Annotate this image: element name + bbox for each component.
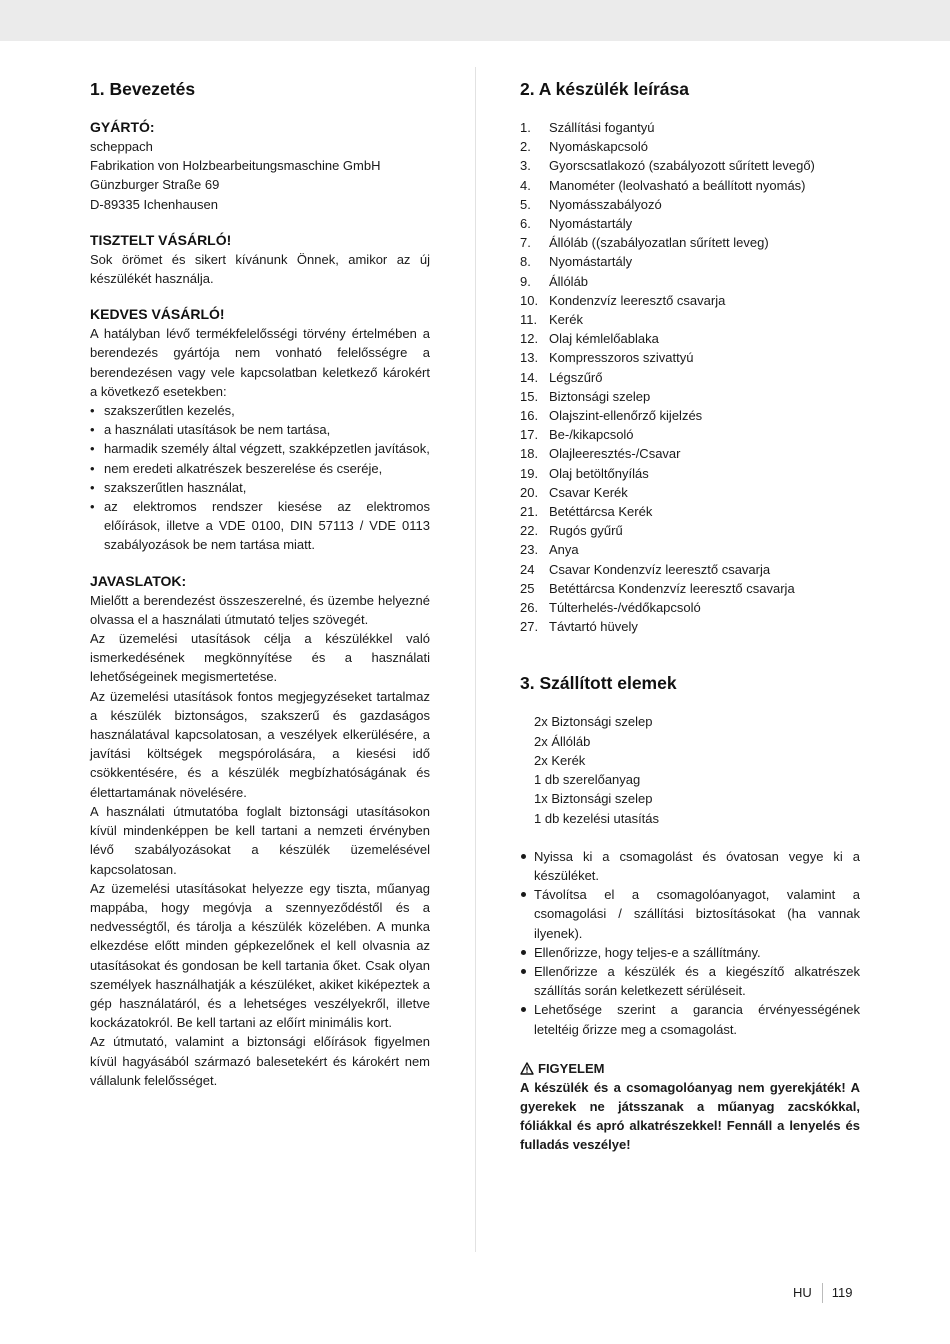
part-label: Állóláb [549, 273, 589, 289]
list-item [520, 521, 860, 540]
part-number: 8. [520, 254, 531, 270]
part-number: 27. [520, 619, 539, 635]
dear-customer-1-text: Sok örömet és sikert kívánunk Önnek, amikor az új készülékét használja. [90, 251, 430, 287]
supplied-heading: 3. Szállított elemek [520, 673, 677, 694]
part-label: Kondenzvíz leeresztő csavarja [549, 292, 726, 308]
recommendation-paragraph: Az üzemelési utasítások célja a készülékkel való ismerkedésének megkönnyítése és a használati lehetőségeinek megismertetése. [90, 631, 430, 685]
unpacking-steps-list [520, 847, 860, 1039]
list-item: 1 db szerelőanyag [534, 772, 641, 788]
part-number: 14. [520, 369, 539, 385]
part-number: 17. [520, 427, 539, 443]
list-item: 2x Kerék [534, 752, 586, 768]
recommendation-paragraph: Az útmutató, valamint a biztonsági előírások figyelmen kívül hagyásából származó balesetekért és károkért nem vállalunk felelősséget. [90, 1034, 430, 1088]
manufacturer-label: GYÁRTÓ: [90, 119, 155, 135]
list-item: Lehetősége szerint a garancia érvényességének leteltéig őrizze meg a csomagolást. [520, 1000, 860, 1038]
liability-cases-list [90, 401, 430, 555]
list-item [520, 483, 860, 502]
list-item [520, 387, 860, 406]
warning-label: FIGYELEM [538, 1060, 605, 1076]
list-item [520, 118, 860, 137]
list-item: • a használati utasítások be nem tartása, [90, 420, 430, 439]
warning-heading [520, 1059, 860, 1078]
manufacturer-address [90, 137, 430, 214]
part-label: Állóláb ((szabályozatlan sűrített leveg) [549, 235, 769, 251]
part-number: 3. [520, 158, 531, 174]
part-number: 1. [520, 120, 531, 135]
list-item [520, 444, 860, 463]
part-label: Olajleeresztés-/Csavar [549, 446, 681, 462]
list-item: Távolítsa el a csomagolóanyagot, valamint a csomagolási / szállítási biztosításokat (ha vannak ilyenek). [520, 885, 860, 943]
page-number: 119 [831, 1285, 853, 1300]
intro-section [90, 78, 430, 1090]
part-label: Anya [549, 542, 579, 558]
part-number: 5. [520, 196, 531, 212]
list-item: • szakszerűtlen használat, [90, 478, 430, 497]
list-item: • az elektromos rendszer kiesése az elektromos előírások, illetve a VDE 0100, DIN 57113 / VDE 0113 szabályozások be nem tartása miatt. [90, 497, 430, 555]
column-divider [475, 67, 476, 1252]
part-number: 6. [520, 216, 531, 232]
part-label: Kerék [549, 312, 583, 328]
list-item [520, 598, 860, 617]
list-item [520, 310, 860, 329]
part-label: Csavar Kondenzvíz leeresztő csavarja [549, 561, 771, 577]
recommendations-label: JAVASLATOK: [90, 572, 187, 589]
list-item: • szakszerűtlen kezelés, [90, 401, 430, 420]
part-label: Nyomástartály [549, 254, 633, 270]
part-number: 2. [520, 139, 531, 155]
part-number: 12. [520, 331, 539, 347]
part-number: 18. [520, 446, 539, 462]
description-heading: 2. A készülék leírása [520, 79, 689, 99]
part-label: Olajszint-ellenőrző kijelzés [549, 408, 703, 424]
part-number: 7. [520, 235, 531, 251]
part-number: 19. [520, 465, 539, 481]
warning-triangle-icon [520, 1062, 534, 1075]
footer-separator [822, 1283, 823, 1303]
part-label: Rugós gyűrű [549, 523, 623, 539]
list-item: Ellenőrizze a készülék és a kiegészítő alkatrészek szállítás során keletkezett sérüléseit. [520, 962, 860, 1000]
intro-heading: 1. Bevezetés [90, 79, 196, 99]
list-item: • nem eredeti alkatrészek beszerelése és cseréje, [90, 459, 430, 478]
part-label: Gyorscsatlakozó (szabályozott sűrített levegő) [549, 158, 815, 174]
part-label: Nyomásszabályozó [549, 196, 662, 212]
list-item [520, 176, 860, 195]
manufacturer-line: D-89335 Ichenhausen [90, 196, 218, 212]
list-item [520, 464, 860, 483]
part-number: 25 [520, 580, 535, 596]
language-code: HU [793, 1285, 812, 1300]
top-bar [0, 0, 950, 41]
part-number: 20. [520, 484, 539, 500]
manufacturer-line: scheppach [90, 139, 153, 154]
list-item [520, 348, 860, 367]
part-number: 22. [520, 523, 539, 539]
part-label: Betéttárcsa Kondenzvíz leeresztő csavarja [549, 580, 795, 596]
list-item [520, 272, 860, 291]
part-number: 4. [520, 177, 531, 193]
part-label: Túlterhelés-/védőkapcsoló [549, 600, 701, 616]
list-item: Ellenőrizze, hogy teljes-e a szállítmány. [520, 943, 860, 962]
list-item [520, 560, 860, 579]
part-number: 24 [520, 561, 535, 577]
part-label: Olaj betöltőnyílás [549, 465, 649, 481]
list-item [520, 540, 860, 559]
description-section [520, 78, 860, 1155]
list-item [520, 425, 860, 444]
warning-text: A készülék és a csomagolóanyag nem gyerekjáték! A gyerekek ne játsszanak a műanyag zacskókkal, fóliákkal és apró alkatrészekkel! Fennáll a lenyelés és fulladás veszélye! [520, 1079, 860, 1153]
part-number: 23. [520, 542, 539, 558]
list-item [520, 329, 860, 348]
part-number: 26. [520, 600, 539, 616]
list-item [520, 291, 860, 310]
part-number: 9. [520, 273, 531, 289]
part-label: Be-/kikapcsoló [549, 427, 634, 443]
recommendation-paragraph: A használati útmutatóba foglalt biztonsági utasításokon kívül mindenképpen be kell tartani a nemzeti érvényben lévő szabályozásokat a készülék üzemelésével kapcsolatosan. [90, 803, 430, 877]
part-number: 11. [520, 312, 538, 328]
recommendation-paragraph: Mielőtt a berendezést összeszerelné, és üzembe helyezné olvassa el a használati útmutató teljes szövegét. [90, 592, 430, 627]
liability-intro-text: A hatályban lévő termékfelelősségi törvény értelmében a berendezés gyártója nem vonható felelősségre a berendezésen vagy vele kapcsolatban keletkező károkért a következő esetekben: [90, 326, 430, 399]
list-item [520, 214, 860, 233]
part-number: 21. [520, 504, 539, 520]
part-number: 15. [520, 388, 539, 404]
part-label: Manométer (leolvasható a beállított nyomás) [549, 177, 806, 193]
recommendation-paragraph: Az üzemelési utasítások fontos megjegyzéseket tartalmaz a készülék biztonságos, szakszerű és gazdaságos használatával kapcsolatosan, a veszélyek elkerülésére, a javítási költségek megspórolására, a kiesési idő csökkentésére, és a készülék megbízhatóságának és élettartamának növelésére. [90, 688, 430, 800]
part-label: Betéttárcsa Kerék [549, 504, 653, 520]
part-label: Légszűrő [549, 369, 603, 385]
list-item: 1x Biztonsági szelep [534, 791, 653, 807]
list-item: 2x Biztonsági szelep [534, 714, 653, 730]
list-item [520, 252, 860, 271]
part-label: Szállítási fogantyú [549, 120, 655, 135]
supplied-items-list [520, 712, 860, 827]
part-label: Olaj kémlelőablaka [549, 331, 659, 347]
list-item: 2x Állóláb [534, 733, 591, 749]
part-number: 13. [520, 350, 539, 366]
part-number: 10. [520, 292, 539, 308]
part-number: 16. [520, 408, 539, 424]
part-label: Nyomástartály [549, 216, 633, 232]
list-item [520, 137, 860, 156]
list-item [520, 233, 860, 252]
dear-customer-2-label: KEDVES VÁSÁRLÓ! [90, 306, 225, 323]
recommendation-paragraph: Az üzemelési utasításokat helyezze egy tiszta, műanyag mappába, hogy megóvja a szennyeződéstől és a nedvességtől, és tárolja a készülék közelében. A munka elkezdése előtt minden gépkezelőnek el kell olvasnia az utasításokat és gondosan be kell tartania őket. Csak olyan személyek használhatják a készüléket, akiket kiképeztek a gép használatáról, és a lehetséges veszélyekről, illetve kockázatokról. Be kell tartani az előírt minimális kort. [90, 880, 430, 1031]
dear-customer-1-label: TISZTELT VÁSÁRLÓ! [90, 231, 232, 248]
list-item: Nyissa ki a csomagolást és óvatosan vegye ki a készüléket. [520, 847, 860, 885]
page-footer [793, 1283, 853, 1303]
parts-list [520, 118, 860, 636]
part-label: Kompresszoros szivattyú [549, 350, 694, 366]
part-label: Biztonsági szelep [549, 388, 651, 404]
part-label: Távtartó hüvely [549, 619, 638, 635]
list-item: 1 db kezelési utasítás [534, 810, 660, 826]
list-item [520, 195, 860, 214]
list-item [520, 156, 860, 175]
list-item [520, 502, 860, 521]
list-item: • harmadik személy által végzett, szakképzetlen javítások, [90, 439, 430, 458]
list-item [520, 368, 860, 387]
manufacturer-line: Fabrikation von Holzbearbeitungsmaschine GmbH [90, 158, 381, 174]
part-label: Csavar Kerék [549, 484, 628, 500]
part-label: Nyomáskapcsoló [549, 139, 648, 155]
list-item [520, 406, 860, 425]
list-item [520, 617, 860, 636]
list-item [520, 579, 860, 598]
manufacturer-line: Günzburger Straße 69 [90, 177, 220, 193]
